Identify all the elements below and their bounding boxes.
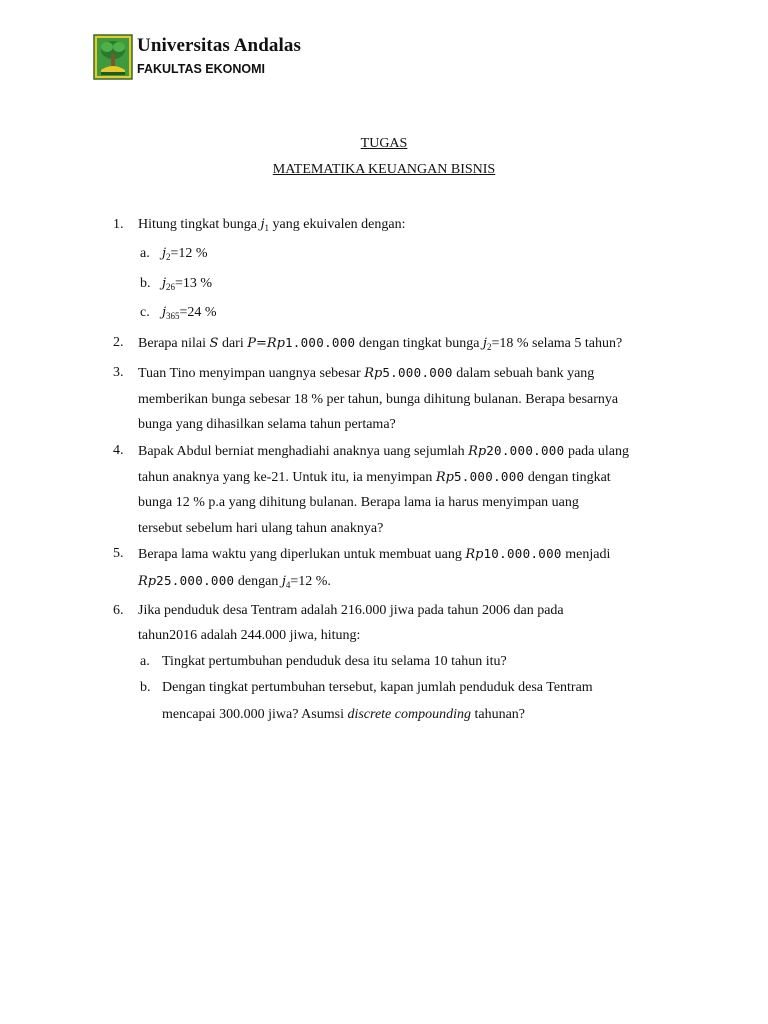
question-number: 1. xyxy=(113,217,124,232)
title-line-1: TUGAS xyxy=(360,136,408,151)
question-6a: a. Tingkat pertumbuhan penduduk desa itu selama 10 tahun itu? xyxy=(140,653,507,669)
university-logo xyxy=(93,34,133,80)
question-1a: a. $j_2=12$ % xyxy=(140,246,208,263)
question-1b: b. $j_{26}=13$ % xyxy=(140,275,213,292)
question-6b: b. Dengan tingkat pertumbuhan tersebut, kapan jumlah penduduk desa Tentram mencapai 300.000 jiwa? Asumsi discrete compounding tahunan? xyxy=(140,680,593,722)
faculty-name: FAKULTAS EKONOMI xyxy=(137,62,266,76)
question-2: 2. Berapa nilai S dari P=Rp1.000.000 dengan tingkat bunga $j_2=18$ % selama 5 tahun? xyxy=(113,334,623,352)
question-6: 6. Jika penduduk desa Tentram adalah 216.000 jiwa pada tahun 2006 dan pada tahun2016 adalah 244.000 jiwa, hitung: xyxy=(113,602,564,644)
university-name: Universitas Andalas xyxy=(137,35,301,56)
question-3: 3. Tuan Tino menyimpan uangnya sebesar Rp5.000.000 dalam sebuah bank yang memberikan bunga sebesar 18 % per tahun, bunga dihitung bulanan. Berapa besarnya bunga yang dihasilkan selama tahun pertama? xyxy=(113,365,619,433)
question-1c: c. $j_{365}=24$ % xyxy=(140,305,217,322)
question-1: 1. Hitung tingkat bunga $j_1$ yang ekuivalen dengan: xyxy=(110,212,680,241)
question-5: 5. Berapa lama waktu yang diperlukan untuk membuat uang Rp10.000.000 menjadi Rp25.000.000 dengan $j_4=12$ %. xyxy=(113,546,611,590)
letterhead xyxy=(93,34,301,80)
question-list xyxy=(110,212,680,728)
title-line-2: MATEMATIKA KEUANGAN BISNIS xyxy=(272,162,496,177)
document-title xyxy=(0,136,768,188)
question-4: 4. Bapak Abdul berniat menghadiahi anaknya uang sejumlah Rp20.000.000 pada ulang tahun anaknya yang ke-21. Untuk itu, ia menyimpan Rp5.000.000 dengan tingkat bunga 12 % p.a yang dihitung bulanan. Berapa lama ia harus menyimpan uang tersebut sebelum hari ulang tahun anaknya? xyxy=(113,442,629,536)
